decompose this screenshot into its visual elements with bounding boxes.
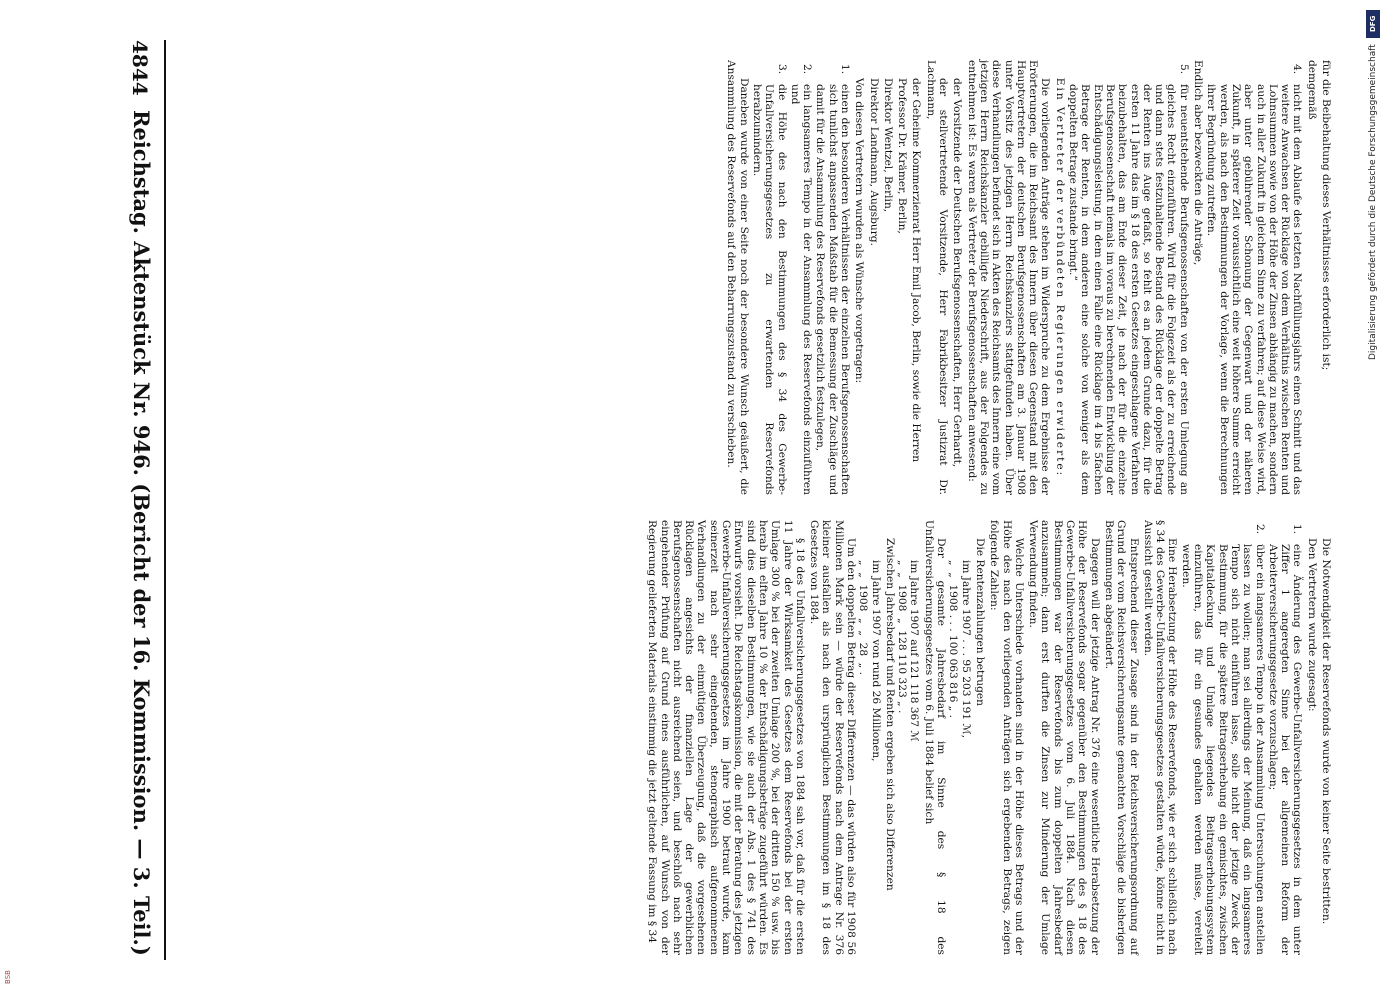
diff-1907: im Jahre 1907 von rund 26 Millionen, bbox=[869, 560, 882, 762]
attendee-5: Direktor Wentzel, Berlin, bbox=[881, 78, 894, 213]
left-subheading: Ein Vertreter der verbündeten Regierungen erwiderte: bbox=[1053, 77, 1066, 478]
rent-1908: „ „ 1908 . . . 100 063 816 „ . bbox=[947, 560, 960, 718]
dfg-logo: DFG bbox=[1366, 10, 1380, 38]
left-item-4: 4. nicht mit dem Ablaufe des letzten Nachfüllungsjahrs einen Schnitt und das weitere Anwachsen der Rücklage von dem Verhältnis zwischen Renten und Lohnsummen sowie von der Höhe der Zinsen abhängig zu machen, sondern auch in aller Zukunft in gleichem Sinne zu verfahren; auf diese Weise wird, aber unter gebührender Schonung der Gegenwart und der näheren Zukunft, in späterer Zeit voraussichtlich eine weit höhere Summe erreicht werden, als nach den Bestimmungen der Vorlage, wenn die Berechnungen ihrer Begründung zutreffen. bbox=[1205, 64, 1304, 495]
right-p4: Entsprechend dieser Zusage sind in der Reichsversicherungsordnung auf Grund der vom Reichsversicherungsamte gemachten Vorschläge die bisherigen Bestimmungen abgeändert. bbox=[1102, 520, 1140, 955]
right-p9: Zwischen Jahresbedarf und Renten ergeben sich also Differenzen bbox=[883, 538, 896, 891]
page-number: 4844 bbox=[128, 40, 152, 96]
need-1908: „ „ 1908 „ 128 110 323 „ . bbox=[896, 560, 909, 714]
right-p10: Um den doppelten Betrag dieser Differenzen — das würden also für 1908 56 Millionen Mark sein — würde der Reservefonds nach dem Antrage Nr. 376 kleiner ausfallen als nach den ursprünglichen Bestimmungen im § 18 des Gesetzes von 1884. bbox=[808, 520, 858, 955]
left-p3: Endlich aber bezweckten die Anträge, bbox=[1192, 60, 1205, 266]
left-p5: Von diesen Vertretern wurden als Wünsche vorgetragen: bbox=[853, 78, 866, 384]
right-item-2: 2. über ein langsameres Tempo in der Ansammlung Untersuchungen anstellen lassen zu wollen; man sei allerdings der Meinung, daß ein langsameres Tempo sich nicht einführen lasse, solle nicht der jetzige Zweck der Bestimmung, für die spätere Beitragserhebung ein gemischtes, zwischen Kapitaldeckung und Umlage liegendes Beitragserhebungssystem einzuführen, das für ein gesundes gehalten werden müsse, vereitelt werden. bbox=[1179, 524, 1266, 955]
right-item-1: 1. eine Änderung des Gewerbe-Unfallversicherungsgesetzes in dem unter Ziffer 1 angeregten Sinne bei der allgemeinen Reform der Arbeiterversicherungsgesetze vorzuschlagen; bbox=[1266, 524, 1304, 955]
wish-3: 3. die Höhe des nach den Bestimmungen des § 34 des Gewerbe-Unfallversicherungsgesetzes zu erwartenden Reservefonds herabzumindern. bbox=[750, 64, 788, 495]
attendee-6: Direktor Landmann, Augsburg. bbox=[867, 78, 880, 246]
right-p2: Den Vertretern wurde zugesagt: bbox=[1305, 538, 1318, 712]
attendee-3: der Geheime Kommerzienrat Herr Emil Jacob, Berlin, sowie die Herren bbox=[910, 78, 923, 463]
left-item-5: 5. für neuentstehende Berufsgenossenschaften von der ersten Umlegung an gleiches Recht einzuführen. Wird für die Folgezeit als der zu erreichende und dann stets festzuhaltende Bestand des Rücklage der doppelte Betrag der Renten ins Auge gefaßt, so fehlt es an jedem Grunde dazu, für die ersten 11 Jahre das im § 18 des ersten Gesetzes eingeschlagene Verfahren beizubehalten, das am Ende dieser Zeit, je nach der für die einzelne Berufsgenossenschaft niemals im voraus zu berechnenden Entwicklung der Entschädigungsleistung, in dem einen Falle eine Rücklage im 4 bis 5fachen Betrage der Renten, in dem anderen eine solche von weniger als dem doppelten Betrage zustande bringt.“ bbox=[1067, 64, 1190, 495]
wish-2: 2. ein langsameres Tempo in der Ansammlung des Reservefonds einzuführen und bbox=[788, 64, 814, 495]
header-rule bbox=[164, 40, 166, 960]
wish-1: 1. einen den besonderen Verhältnissen der einzelnen Berufsgenossenschaften sich tunlichst anpassenden Maßstab für die Bemessung der Zuschläge und damit für die Ansammlung des Reservefonds gesetzlich festzulegen, bbox=[814, 64, 852, 495]
need-1907: im Jahre 1907 auf 121 118 367 ℳ bbox=[908, 560, 921, 742]
rent-1907: im Jahre 1907 . . . 95 203 191 ℳ, bbox=[959, 560, 972, 739]
right-p6: Welche Unterschiede vorhanden sind in der Höhe dieses Betrags und der Höhe des nach den vorliegenden Anträgen sich ergebenden Betrags, zeigen folgende Zahlen: bbox=[988, 520, 1025, 955]
attendee-4: Professor Dr. Krämer, Berlin, bbox=[896, 78, 909, 234]
right-p3: Eine Herabsetzung der Höhe des Reservefonds, wie er sich schließlich nach § 34 des Gewerbe-Unfallversicherungsgesetzes gestalten würde, könne nicht in Aussicht gestellt werden. bbox=[1141, 520, 1179, 955]
right-p11: § 18 des Unfallversicherungsgesetzes von 1884 sah vor, daß für die ersten 11 Jahre der Wirksamkeit des Gesetzes dem Reservefonds bei der ersten Umlage 300 % bei der zweiten Umlage 200 %, bei der dritten 150 % usw. bis herab im elften Jahre 10 % der Entschädigungsbeträge zugeführt würden. Es sind dies dieselben Bestimmungen, wie sie auch der Abs. 1 des § 741 des Entwurfs vorsieht. Die Reichstagskommission, die mit der Beratung des jetzigen Gewerbe-Unfallversicherungsgesetzes im Jahre 1900 betraut wurde, kam seinerzeit nach sehr eingehenden, stenographisch aufgenommenen Verhandlungen zu der einmütigen Überzeugung, daß die vorgesehenen Rücklagen angesichts der finanziellen Lage der gewerblichen Berufsgenossenschaften nicht ausreichend seien, und beschloß nach sehr eingehender Prüfung auf Grund eines ausführlichen, auf Wunsch von der Regierung gelieferten Materials einstimmig die jetzt geltende Fassung im § 34 bbox=[646, 520, 806, 955]
left-p6: Daneben wurde von einer Seite noch der besondere Wunsch geäußert, die Ansammlung des Reservefonds auf den Beharrungszustand zu verschieben. bbox=[725, 60, 750, 495]
bsb-watermark: BSB bbox=[4, 970, 12, 984]
diff-1908: „ „ 1908 „ „ 28 „ . bbox=[857, 560, 870, 676]
attendee-2: der stellvertretende Vorsitzende, Herr Fabrikbesitzer Justizrat Dr. Lachmann, bbox=[924, 60, 950, 495]
page-header-title: Reichstag. Aktenstück Nr. 946. (Bericht der 16. Kommission. — 3. Teil.) bbox=[129, 110, 154, 956]
right-p8: Der gesamte Jahresbedarf im Sinne des § 18 des Unfallversicherungsgesetzes vom 6. Juli 1884 belief sich bbox=[922, 520, 948, 955]
right-p1: Die Notwendigkeit der Reservefonds wurde von keiner Seite bestritten. bbox=[1320, 538, 1332, 925]
left-p4: Die vorliegenden Anträge stehen im Widerspruche zu dem Ergebnisse der Erörterungen, die im Reichsamt des Innern über diesen Gegenstand mit den Hauptvertretern der deutschen Berufsgenossenschaften am 3. Januar 1908 unter Vorsitz des jetzigen Herrn Reichskanzlers stattgefunden haben. Über diese Verhandlungen befindet sich in Akten des Reichsamts des Innern eine vom jetzigen Herrn Reichskanzler gebilligte Niederschrift, aus der Folgendes zu entnehmen ist: Es waren als Vertreter der Berufsgenossenschaften anwesend: bbox=[965, 60, 1052, 495]
attendee-1: der Vorsitzende der Deutschen Berufsgenossenschaften, Herr Gerhardt, bbox=[951, 78, 964, 468]
right-p5: Dagegen will der jetzige Antrag Nr. 376 eine wesentliche Herabsetzung der Höhe der Reservefonds sogar gegenüber den Bestimmungen des § 18 des Gewerbe-Unfallversicherungsgesetzes vom 6. Juli 1884. Nach diesen Bestimmungen war der Reservefonds bis zum doppelten Jahresbedarf anzusammeln; dann erst durften die Zinsen zur Minderung der Umlage Verwendung finden. bbox=[1027, 520, 1101, 955]
left-p2: demgemäß bbox=[1305, 60, 1318, 120]
digitization-credit: Digitalisierung gefördert durch die Deutsche Forschungsgemeinschaft bbox=[1368, 44, 1378, 360]
left-p1: für die Beibehaltung dieses Verhältnisses erforderlich ist; bbox=[1320, 60, 1332, 371]
right-p7: Die Rentenzahlungen betrugen bbox=[973, 538, 986, 706]
